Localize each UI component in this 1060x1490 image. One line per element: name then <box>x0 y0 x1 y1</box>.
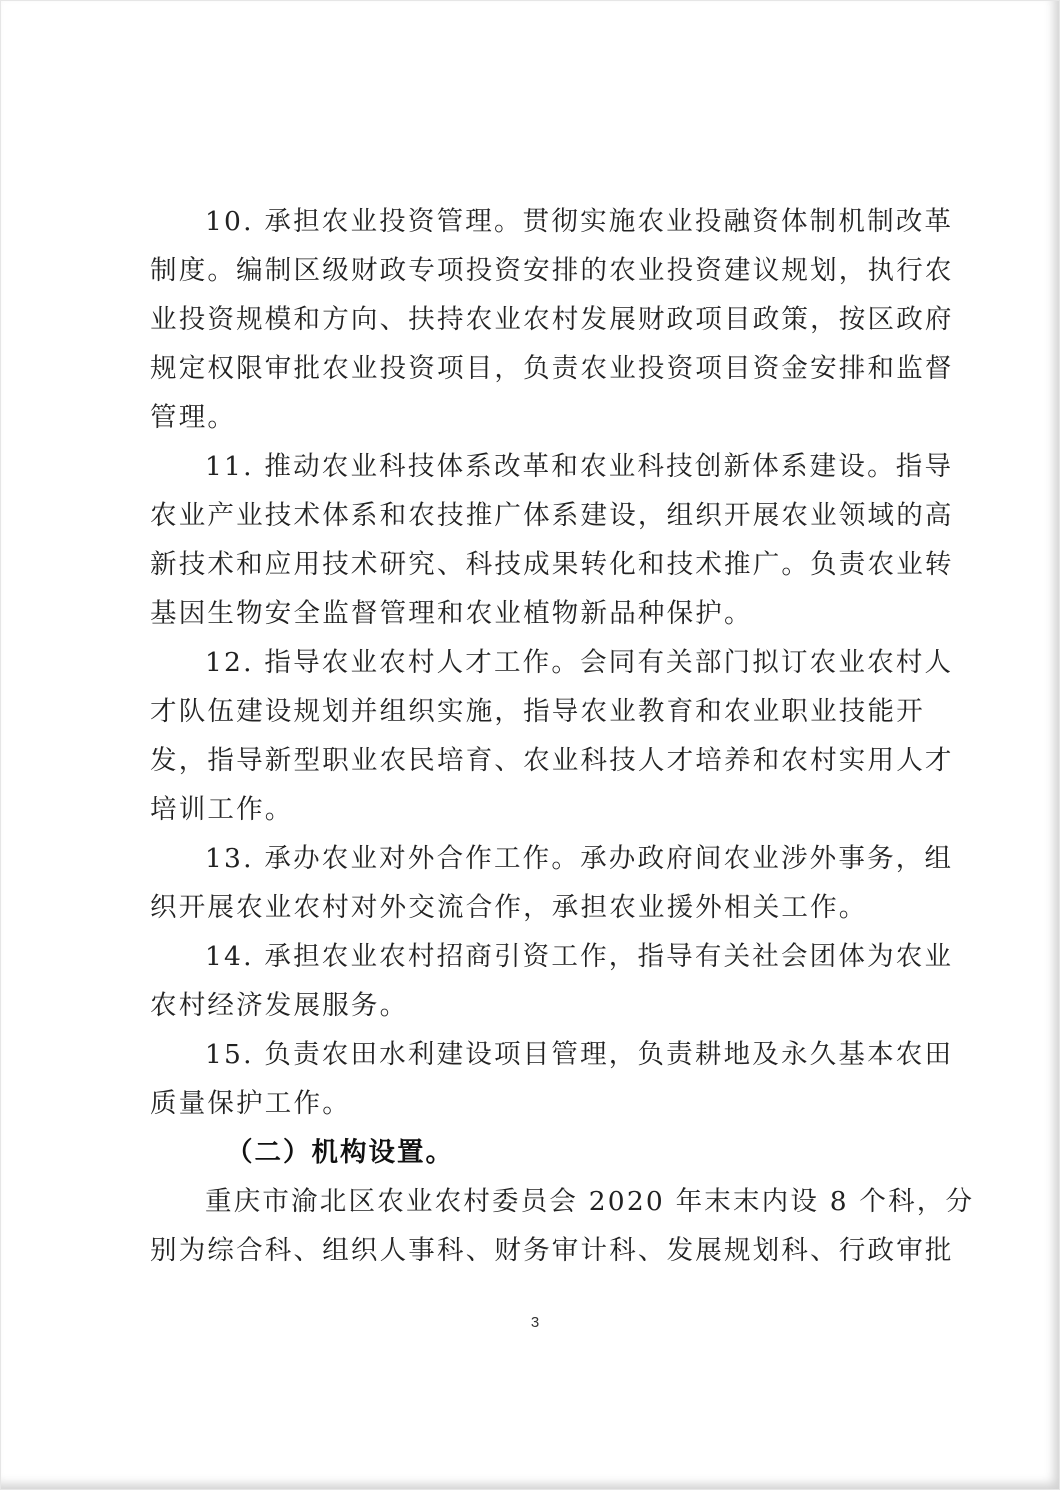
section-paragraph-line-2: 别为综合科、组织人事科、财务审计科、发展规划科、行政审批 <box>150 1235 954 1266</box>
section-heading: （二）机构设置。 <box>226 1137 454 1168</box>
item-15-line-2: 质量保护工作。 <box>150 1088 351 1119</box>
item-14-line-1: 14. 承担农业农村招商引资工作，指导有关社会团体为农业 <box>205 941 954 972</box>
item-11-line-1: 11. 推动农业科技体系改革和农业科技创新体系建设。指导 <box>205 451 954 482</box>
item-12-line-4: 培训工作。 <box>150 794 294 825</box>
item-10-line-3: 业投资规模和方向、扶持农业农村发展财政项目政策，按区政府 <box>150 304 954 335</box>
section-paragraph-line-1: 重庆市渝北区农业农村委员会 2020 年末末内设 8 个科，分 <box>205 1186 975 1217</box>
item-12-line-1: 12. 指导农业农村人才工作。会同有关部门拟订农业农村人 <box>205 647 954 678</box>
item-13-line-2: 织开展农业农村对外交流合作，承担农业援外相关工作。 <box>150 892 868 923</box>
item-13-line-1: 13. 承办农业对外合作工作。承办政府间农业涉外事务，组 <box>205 843 954 874</box>
item-11-line-4: 基因生物安全监督管理和农业植物新品种保护。 <box>150 598 753 629</box>
item-10-line-4: 规定权限审批农业投资项目，负责农业投资项目资金安排和监督 <box>150 353 954 384</box>
item-14-line-2: 农村经济发展服务。 <box>150 990 409 1021</box>
item-12-line-2: 才队伍建设规划并组织实施，指导农业教育和农业职业技能开 <box>150 696 925 727</box>
page-number: 3 <box>530 1314 540 1331</box>
item-11-line-3: 新技术和应用技术研究、科技成果转化和技术推广。负责农业转 <box>150 549 954 580</box>
item-10-line-5: 管理。 <box>150 402 237 433</box>
item-10-line-1: 10. 承担农业投资管理。贯彻实施农业投融资体制机制改革 <box>205 206 954 237</box>
item-15-line-1: 15. 负责农田水利建设项目管理，负责耕地及永久基本农田 <box>205 1039 954 1070</box>
item-11-line-2: 农业产业技术体系和农技推广体系建设，组织开展农业领域的高 <box>150 500 954 531</box>
item-10-line-2: 制度。编制区级财政专项投资安排的农业投资建议规划，执行农 <box>150 255 954 286</box>
item-12-line-3: 发，指导新型职业农民培育、农业科技人才培养和农村实用人才 <box>150 745 954 776</box>
